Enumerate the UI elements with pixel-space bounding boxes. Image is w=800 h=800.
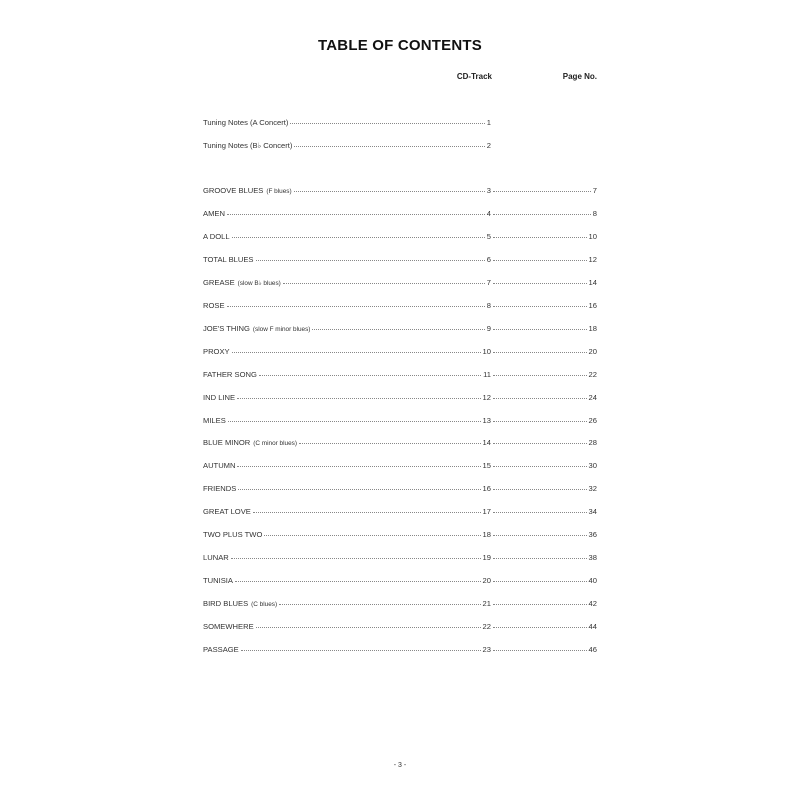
toc-song-row	[203, 507, 597, 519]
toc-song-row	[203, 622, 597, 634]
dot-leader	[279, 604, 480, 605]
entry-title: AMEN	[203, 208, 225, 218]
page-number-entry: 20	[588, 346, 597, 356]
entry-note: (C blues)	[251, 601, 278, 609]
title-track-segment	[203, 324, 491, 333]
toc-song-row	[203, 232, 597, 244]
page-number-entry: 30	[588, 461, 597, 471]
entry-title: JOE'S THING	[203, 323, 250, 333]
dot-leader	[493, 604, 587, 605]
track-number: 3	[486, 186, 491, 195]
page-number-entry: 16	[588, 300, 597, 310]
track-number: 9	[486, 323, 491, 333]
dot-leader	[294, 146, 484, 147]
toc-tuning-row	[203, 118, 491, 130]
title-track-segment	[203, 209, 491, 218]
entry-title: FATHER SONG	[203, 369, 257, 379]
toc-song-row	[203, 599, 597, 611]
toc-song-row	[203, 484, 597, 496]
toc-song-row	[203, 438, 597, 450]
title-track-segment	[203, 347, 491, 356]
track-number: 6	[486, 254, 491, 264]
entry-title: SOMEWHERE	[203, 622, 254, 632]
entry-title: BIRD BLUES	[203, 599, 249, 609]
toc-song-row	[203, 530, 597, 542]
page-number-entry: 28	[588, 438, 597, 448]
page-number-entry: 34	[588, 507, 597, 517]
title-track-segment	[203, 507, 491, 516]
track-number: 10	[482, 346, 491, 356]
page-title: TABLE OF CONTENTS	[318, 37, 482, 54]
title-track-segment	[203, 301, 491, 310]
page-segment	[491, 645, 597, 654]
title-track-segment	[203, 232, 491, 241]
dot-leader	[312, 329, 484, 330]
page-number-entry: 10	[588, 231, 597, 241]
track-number: 5	[486, 231, 491, 241]
entry-title: AUTUMN	[203, 461, 236, 471]
toc-song-row	[203, 209, 597, 221]
toc-song-row	[203, 324, 597, 336]
page-number-entry: 8	[592, 208, 597, 218]
entry-title: IND LINE	[203, 392, 236, 402]
page-number-entry: 42	[588, 599, 597, 609]
page-segment	[491, 347, 597, 356]
toc-song-row	[203, 301, 597, 313]
dot-leader	[232, 352, 481, 353]
title-track-segment	[203, 118, 491, 127]
toc-tuning-row	[203, 141, 491, 153]
dot-leader	[228, 421, 481, 422]
page-number-entry: 32	[588, 484, 597, 494]
track-number: 13	[482, 415, 491, 425]
page-number: - 3 -	[393, 762, 407, 769]
title-track-segment	[203, 370, 491, 379]
title-track-segment	[203, 622, 491, 631]
page-segment	[491, 301, 597, 310]
entry-title: Tuning Notes (A Concert)	[203, 118, 289, 127]
title-track-segment	[203, 599, 491, 608]
entry-note: (F blues)	[266, 188, 292, 195]
title-track-segment	[203, 553, 491, 562]
page-segment	[491, 530, 597, 539]
title-track-segment	[203, 416, 491, 425]
track-number: 20	[482, 576, 491, 586]
page-number-entry: 46	[588, 645, 597, 654]
toc-song-row	[203, 370, 597, 382]
dot-leader	[493, 581, 587, 582]
title-track-segment	[203, 393, 491, 402]
page-number-entry: 22	[588, 369, 597, 379]
page-segment	[491, 622, 597, 631]
dot-leader	[227, 306, 485, 307]
page-number-entry: 44	[588, 622, 597, 632]
dot-leader	[235, 581, 481, 582]
track-number: 14	[482, 438, 491, 448]
dot-leader	[493, 443, 587, 444]
track-number: 15	[482, 461, 491, 471]
dot-leader	[493, 398, 587, 399]
toc-song-row	[203, 461, 597, 473]
dot-leader	[493, 512, 587, 513]
entry-note: (slow F minor blues)	[252, 325, 311, 333]
track-number: 17	[482, 507, 491, 517]
toc-song-row	[203, 553, 597, 565]
title-track-segment	[203, 255, 491, 264]
page-number-entry: 14	[588, 277, 597, 287]
dot-leader	[290, 123, 484, 124]
dot-leader	[493, 627, 587, 628]
track-number: 21	[482, 599, 491, 609]
dot-leader	[237, 398, 480, 399]
dot-leader	[227, 214, 485, 215]
dot-leader	[493, 191, 591, 192]
page-segment	[491, 370, 597, 379]
dot-leader	[253, 512, 481, 513]
track-number: 8	[486, 300, 491, 310]
page-number-entry: 38	[588, 553, 597, 563]
dot-leader	[493, 489, 587, 490]
track-number: 11	[483, 369, 491, 379]
entry-title: LUNAR	[203, 553, 229, 563]
entry-title: GROOVE BLUES	[203, 186, 264, 195]
dot-leader	[493, 329, 587, 330]
dot-leader	[493, 466, 587, 467]
entry-title: PASSAGE	[203, 645, 239, 654]
dot-leader	[238, 489, 480, 490]
page-segment	[491, 484, 597, 493]
title-track-segment	[203, 186, 491, 195]
track-number: 2	[486, 141, 491, 150]
page-segment	[491, 393, 597, 402]
dot-leader	[256, 627, 481, 628]
page-segment	[491, 278, 597, 287]
page-segment	[491, 438, 597, 447]
title-track-segment	[203, 461, 491, 470]
dot-leader	[493, 535, 587, 536]
entry-title: TWO PLUS TWO	[203, 530, 263, 540]
entry-title: PROXY	[203, 346, 230, 356]
entry-title: TOTAL BLUES	[203, 254, 254, 264]
track-number: 18	[482, 530, 491, 540]
track-number: 1	[486, 118, 491, 127]
entry-title: TUNISIA	[203, 576, 233, 586]
dot-leader	[256, 260, 485, 261]
dot-leader	[283, 283, 485, 284]
dot-leader	[493, 283, 587, 284]
cd-track-header: CD-Track	[456, 72, 492, 81]
toc-song-row	[203, 393, 597, 405]
track-number: 12	[482, 392, 491, 402]
dot-leader	[294, 191, 485, 192]
dot-leader	[493, 260, 587, 261]
entry-title: BLUE MINOR	[203, 438, 251, 448]
dot-leader	[241, 650, 481, 651]
title-track-segment	[203, 278, 491, 287]
dot-leader	[493, 375, 587, 376]
page-no-header: Page No.	[562, 72, 597, 81]
page-segment	[491, 232, 597, 241]
page-segment	[491, 255, 597, 264]
toc-song-row	[203, 576, 597, 588]
dot-leader	[493, 421, 587, 422]
dot-leader	[493, 558, 587, 559]
title-track-segment	[203, 576, 491, 585]
page-segment	[491, 507, 597, 516]
page-number-entry: 40	[588, 576, 597, 586]
track-number: 23	[482, 645, 491, 654]
page-segment	[491, 186, 597, 195]
dot-leader	[493, 214, 591, 215]
page-segment	[491, 599, 597, 608]
dot-leader	[232, 237, 485, 238]
page-number-entry: 26	[588, 415, 597, 425]
track-number: 16	[482, 484, 491, 494]
entry-note: (C minor blues)	[253, 440, 297, 448]
page-segment	[491, 209, 597, 218]
title-track-segment	[203, 484, 491, 493]
dot-leader	[493, 650, 587, 651]
toc-song-row	[203, 347, 597, 359]
page-segment	[491, 324, 597, 333]
track-number: 7	[486, 277, 491, 287]
entry-title: GREAT LOVE	[203, 507, 251, 517]
entry-note: (slow B♭ blues)	[237, 279, 281, 287]
toc-song-row	[203, 416, 597, 428]
dot-leader	[231, 558, 481, 559]
entry-title: Tuning Notes (B♭ Concert)	[203, 141, 293, 150]
dot-leader	[237, 466, 480, 467]
entry-title: MILES	[203, 415, 226, 425]
dot-leader	[259, 375, 481, 376]
title-track-segment	[203, 141, 491, 150]
page-number-entry: 24	[588, 392, 597, 402]
entry-title: A DOLL	[203, 231, 230, 241]
toc-song-row	[203, 186, 597, 198]
page-number-entry: 18	[588, 323, 597, 333]
toc-song-row	[203, 255, 597, 267]
entry-title: ROSE	[203, 300, 225, 310]
page-segment	[491, 576, 597, 585]
title-track-segment	[203, 530, 491, 539]
title-track-segment	[203, 438, 491, 447]
title-track-segment	[203, 645, 491, 654]
page-number-entry: 12	[588, 254, 597, 264]
page-segment	[491, 461, 597, 470]
page-segment	[491, 416, 597, 425]
page-segment	[491, 553, 597, 562]
dot-leader	[493, 306, 587, 307]
dot-leader	[264, 535, 480, 536]
page-number-entry: 7	[592, 186, 597, 195]
track-number: 19	[482, 553, 491, 563]
page-number-entry: 36	[588, 530, 597, 540]
toc-song-row	[203, 278, 597, 290]
dot-leader	[493, 352, 587, 353]
entry-title: GREASE	[203, 277, 235, 287]
dot-leader	[493, 237, 587, 238]
entry-title: FRIENDS	[203, 484, 237, 494]
dot-leader	[299, 443, 481, 444]
toc-song-row	[203, 645, 597, 657]
track-number: 22	[482, 622, 491, 632]
track-number: 4	[486, 208, 491, 218]
